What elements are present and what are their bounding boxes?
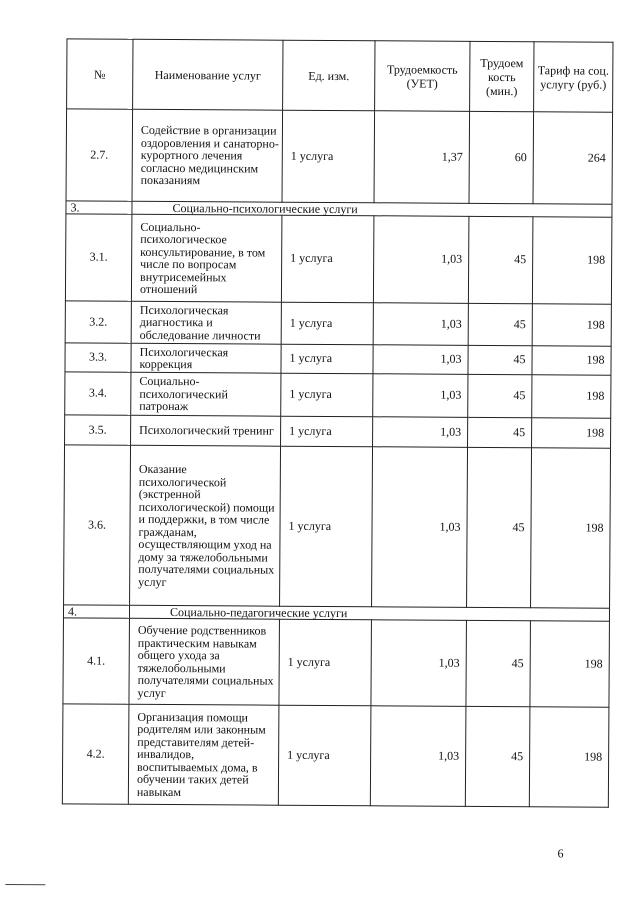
table-row	[65, 415, 611, 448]
service-name: Психологический тренинг	[131, 415, 281, 446]
service-name: Содействие в организации оздоровления и санаторно-курортного лечения согласно медицинским показаниям	[132, 109, 283, 202]
service-name: Психологическая диагностика и обследование личности	[131, 301, 281, 344]
page-number: 6	[557, 846, 564, 861]
labor-minutes-cell: 45	[466, 620, 531, 706]
labor-uet-cell: 1,03	[371, 620, 467, 707]
row-number: 4.1.	[63, 618, 130, 704]
labor-uet-cell: 1,03	[373, 374, 468, 418]
labor-uet-cell: 1,03	[373, 417, 468, 448]
table-row	[65, 214, 612, 304]
tariff-cell: 264	[533, 112, 613, 204]
header-labor-minutes: Трудоем кость (мин.)	[470, 41, 534, 111]
table-row	[65, 343, 611, 375]
labor-uet-cell: 1,03	[373, 345, 468, 375]
row-number: 3.4.	[65, 372, 131, 415]
unit-cell: 1 услуга	[281, 302, 373, 345]
table-row	[62, 704, 609, 807]
labor-minutes-cell: 45	[468, 216, 533, 303]
labor-minutes-cell: 45	[468, 374, 532, 417]
section-number: 3.	[66, 201, 132, 214]
labor-minutes-cell: 45	[465, 706, 530, 806]
header-labor-uet: Трудоемкость (УЕТ)	[375, 41, 470, 112]
labor-minutes-cell: 60	[469, 111, 534, 203]
service-name: Социально-психологическое консультирование, в том числе по вопросам внутрисемейных отношений	[131, 214, 282, 302]
service-name: Обучение родственников практическим навыкам общего ухода за тяжелобольными получателями социальных услуг	[129, 618, 280, 705]
unit-cell: 1 услуга	[281, 215, 374, 303]
tariff-cell: 198	[532, 418, 611, 448]
row-number: 3.6.	[64, 445, 131, 605]
header-tariff: Тариф на соц. услугу (руб.)	[534, 42, 613, 112]
service-name: Оказание психологической (экстренной психологической) помощи и поддержки, в том числе гражданам, осуществляющим уход на дому за тяжелобольными получателями социальных услуг	[130, 445, 281, 606]
unit-cell: 1 услуга	[282, 110, 375, 203]
unit-cell: 1 услуга	[281, 344, 373, 374]
table-row	[65, 301, 611, 346]
labor-uet-cell: 1,37	[374, 111, 470, 204]
service-name: Организация помощи родителям или законным представителям детей-инвалидов, воспитываемых дома, в обучении таких детей навыкам	[128, 704, 279, 805]
row-number: 3.2.	[65, 301, 131, 343]
table-row	[63, 618, 610, 707]
labor-minutes-cell: 45	[468, 345, 532, 374]
header-number: №	[67, 39, 133, 109]
header-unit: Ед. изм.	[283, 40, 375, 111]
unit-cell: 1 услуга	[279, 619, 372, 706]
table-row	[64, 445, 611, 608]
section-title: Социально-психологические услуги	[132, 201, 612, 217]
tariff-cell: 198	[532, 346, 611, 375]
row-number: 3.3.	[65, 343, 131, 372]
header-service-name: Наименование услуг	[133, 39, 283, 110]
section-number: 4.	[63, 605, 129, 618]
footnote-rule	[5, 884, 45, 885]
tariff-cell: 198	[530, 621, 610, 707]
tariff-cell: 198	[532, 217, 612, 304]
unit-cell: 1 услуга	[280, 446, 373, 607]
tariff-cell: 198	[529, 707, 609, 807]
labor-uet-cell: 1,03	[373, 303, 468, 346]
section-title: Социально-педагогические услуги	[129, 605, 609, 621]
service-name: Социально-психологический патронаж	[131, 372, 281, 416]
tariff-cell: 198	[532, 304, 611, 346]
row-number: 3.1.	[65, 214, 132, 301]
tariff-table	[62, 38, 614, 807]
row-number: 2.7.	[66, 109, 133, 201]
unit-cell: 1 услуга	[281, 373, 373, 417]
labor-uet-cell: 1,03	[373, 216, 469, 304]
unit-cell: 1 услуга	[278, 705, 371, 806]
row-number: 3.5.	[65, 415, 131, 445]
tariff-cell: 198	[531, 448, 611, 608]
service-name: Психологическая коррекция	[131, 343, 281, 373]
row-number: 4.2.	[62, 704, 129, 804]
unit-cell: 1 услуга	[281, 416, 373, 447]
table-row	[66, 109, 613, 204]
table-row	[65, 372, 611, 418]
tariff-cell: 198	[532, 375, 611, 418]
labor-minutes-cell: 45	[468, 303, 532, 345]
table-header-row	[67, 39, 613, 112]
labor-minutes-cell: 45	[467, 447, 532, 607]
labor-minutes-cell: 45	[468, 417, 532, 447]
labor-uet-cell: 1,03	[372, 447, 468, 608]
labor-uet-cell: 1,03	[370, 706, 466, 807]
